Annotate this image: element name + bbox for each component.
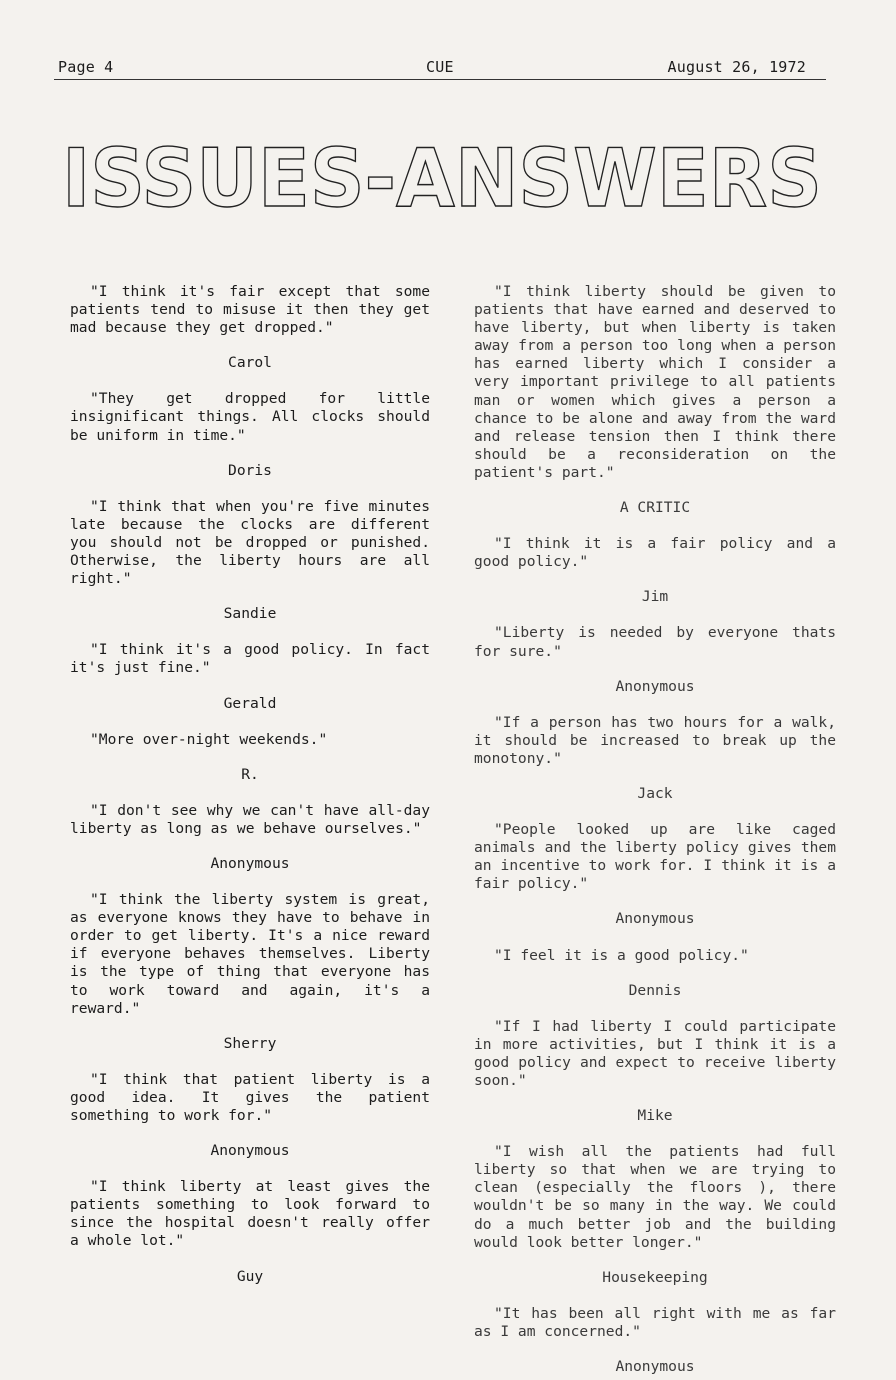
quote-text: "I think it's a good policy. In fact it's just fine." — [70, 641, 430, 677]
quote-text: "It has been all right with me as far as I am concerned." — [474, 1304, 836, 1340]
quote-text: "People looked up are like caged animals and the liberty policy gives them an incentive to work for. I think it is a fair policy." — [474, 821, 836, 893]
quote-text: "I think that patient liberty is a good idea. It gives the patient something to work for." — [70, 1070, 430, 1124]
quote-text: "If a person has two hours for a walk, it should be increased to break up the monotony." — [474, 713, 836, 767]
quote-author: Carol — [228, 354, 272, 372]
issue-date: August 26, 1972 — [667, 58, 806, 76]
quote-text: "If I had liberty I could participate in more activities, but I think it is a good policy and expect to receive liberty soon." — [474, 1017, 836, 1089]
quote-author: Anonymous — [210, 854, 290, 872]
publication-name: CUE — [426, 58, 454, 76]
quote-text: "They get dropped for little insignificant things. All clocks should be uniform in time." — [70, 390, 430, 444]
quote-text: "I think liberty should be given to patients that have earned and deserved to have liberty, but when liberty is taken away from a person too long when a person has earned liberty which I consider a very important privilege to all patients man or women which gives a person a chance to be alone and away from the ward and release tension then I think there should be a reconsideration on the patient's part." — [474, 283, 836, 481]
quote-author: Gerald — [223, 694, 277, 712]
quote-author: Doris — [228, 461, 272, 479]
quote-author: Anonymous — [615, 1358, 695, 1376]
quote-author: Anonymous — [615, 910, 695, 928]
quote-text: "I think the liberty system is great, as everyone knows they have to behave in order to get liberty. It's a nice reward if everyone behaves themselves. Liberty is the type of thing that everyone has to work toward and again, it's a reward." — [70, 891, 430, 1017]
quote-author: Sherry — [223, 1034, 277, 1052]
quote-author: Sandie — [223, 605, 277, 623]
quote-text: "Liberty is needed by everyone thats for sure." — [474, 624, 836, 660]
section-banner — [60, 138, 824, 212]
quote-text: "I don't see why we can't have all-day liberty as long as we behave ourselves." — [70, 801, 430, 837]
quote-author: Anonymous — [615, 677, 695, 695]
quote-text: "I think it's fair except that some patients tend to misuse it then they get mad because they get dropped." — [70, 283, 430, 337]
quote-author: A CRITIC — [619, 499, 691, 517]
quote-text: "I think liberty at least gives the patients something to look forward to since the hospital doesn't really offer a whole lot." — [70, 1178, 430, 1250]
quote-author: Dennis — [628, 981, 682, 999]
right-column — [474, 283, 836, 1376]
banner-title: ISSUES-ANSWERS — [62, 138, 822, 212]
quote-text: "More over-night weekends." — [90, 730, 328, 748]
quote-author: Guy — [236, 1267, 264, 1285]
quote-author: Mike — [637, 1107, 673, 1125]
quote-text: "I wish all the patients had full liberty so that when we are trying to clean (especially the floors ), there wouldn't be so many in the way. We could do a much better job and the building would look better longer." — [474, 1143, 836, 1251]
quote-author: Anonymous — [210, 1142, 290, 1160]
quote-text: "I think that when you're five minutes late because the clocks are different you should not be dropped or punished. Otherwise, the liberty hours are all right." — [70, 497, 430, 588]
header-rule — [54, 79, 826, 80]
quote-text: "I feel it is a good policy." — [494, 946, 749, 964]
quote-author: Jim — [641, 588, 669, 606]
quote-author: R. — [241, 765, 259, 783]
quote-author: Jack — [637, 784, 673, 802]
left-column — [70, 283, 430, 1286]
banner-title-art — [60, 138, 824, 212]
page-number: Page 4 — [58, 58, 114, 76]
quote-text: "I think it is a fair policy and a good policy." — [474, 535, 836, 571]
quote-author: Housekeeping — [602, 1268, 708, 1286]
